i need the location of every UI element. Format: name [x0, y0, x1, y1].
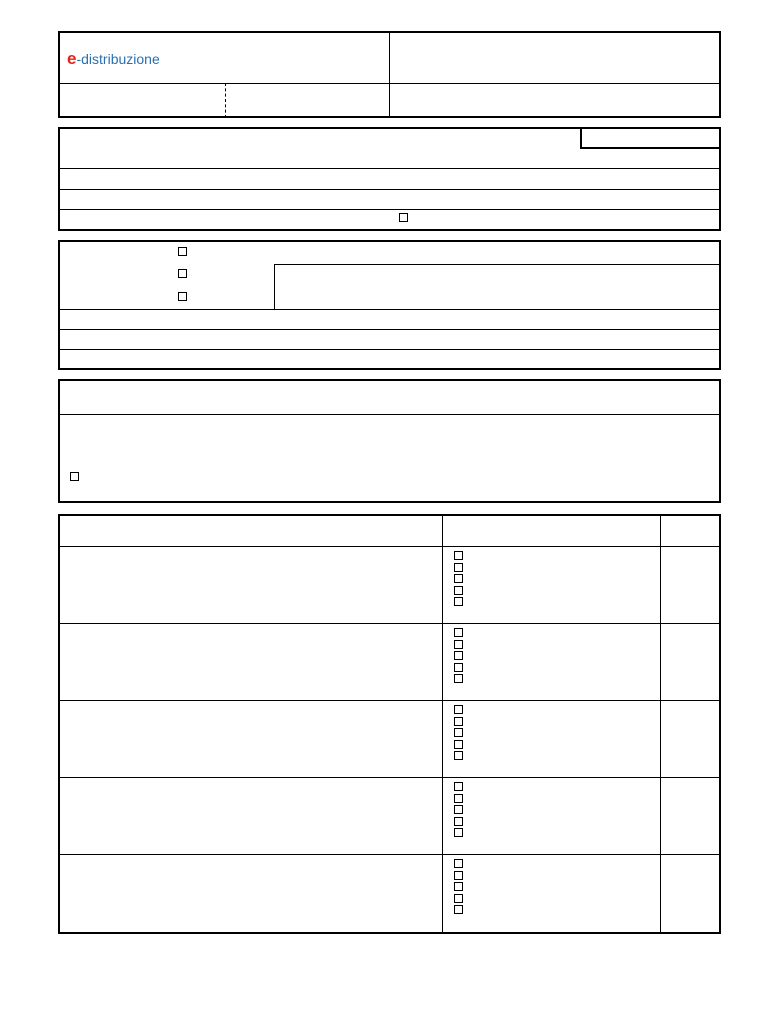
table-row-line	[58, 623, 721, 624]
table-row-2-checkbox-2[interactable]	[454, 640, 463, 649]
section-2-row-line	[58, 309, 721, 310]
table-row-4-checkbox-3[interactable]	[454, 805, 463, 814]
table-column-divider	[442, 514, 443, 934]
table-row-1-checkbox-5[interactable]	[454, 597, 463, 606]
table-row-1-checkbox-3[interactable]	[454, 574, 463, 583]
table-row-line	[58, 777, 721, 778]
table-row-3-checkbox-4[interactable]	[454, 740, 463, 749]
table-row-5-checkbox-2[interactable]	[454, 871, 463, 880]
table-row-1-checkbox-1[interactable]	[454, 551, 463, 560]
table-row-2-checkbox-3[interactable]	[454, 651, 463, 660]
header-dashed-divider	[225, 83, 226, 118]
section-1-row-line	[58, 209, 721, 210]
logo-text: -distribuzione	[76, 51, 160, 67]
table-row-line	[58, 854, 721, 855]
section-1-row-line	[58, 168, 721, 169]
table-row-5-checkbox-3[interactable]	[454, 882, 463, 891]
table-row-line	[58, 700, 721, 701]
table-row-4-checkbox-4[interactable]	[454, 817, 463, 826]
brand-logo	[67, 49, 160, 69]
header-divider-horizontal	[58, 83, 721, 84]
table-row-5-checkbox-4[interactable]	[454, 894, 463, 903]
table-header-line	[58, 546, 721, 547]
table-row-4-checkbox-1[interactable]	[454, 782, 463, 791]
table-row-3-checkbox-1[interactable]	[454, 705, 463, 714]
section-2-checkbox-3[interactable]	[178, 292, 187, 301]
section-3	[58, 379, 721, 503]
table-row-1-checkbox-4[interactable]	[454, 586, 463, 595]
table-row-5-checkbox-1[interactable]	[454, 859, 463, 868]
header-divider-vertical	[389, 31, 390, 118]
section-1-row-line	[58, 189, 721, 190]
section-2-text-field[interactable]	[274, 264, 721, 309]
table-row-1-checkbox-2[interactable]	[454, 563, 463, 572]
table-column-divider	[660, 514, 661, 934]
section-2-checkbox-1[interactable]	[178, 247, 187, 256]
table-row-3-checkbox-2[interactable]	[454, 717, 463, 726]
table-row-2-checkbox-4[interactable]	[454, 663, 463, 672]
table-row-5-checkbox-5[interactable]	[454, 905, 463, 914]
logo-e-icon: e	[67, 49, 77, 68]
table-row-2-checkbox-1[interactable]	[454, 628, 463, 637]
table-row-3-checkbox-5[interactable]	[454, 751, 463, 760]
section-1-checkbox[interactable]	[399, 213, 408, 222]
section-1-corner-field[interactable]	[580, 127, 721, 149]
section-2-row-line	[58, 329, 721, 330]
table-row-3-checkbox-3[interactable]	[454, 728, 463, 737]
checklist-table	[58, 514, 721, 934]
section-3-row-line	[58, 414, 721, 415]
section-2-row-line	[58, 349, 721, 350]
table-row-4-checkbox-5[interactable]	[454, 828, 463, 837]
section-3-checkbox[interactable]	[70, 472, 79, 481]
table-row-2-checkbox-5[interactable]	[454, 674, 463, 683]
table-row-4-checkbox-2[interactable]	[454, 794, 463, 803]
section-2-checkbox-2[interactable]	[178, 269, 187, 278]
